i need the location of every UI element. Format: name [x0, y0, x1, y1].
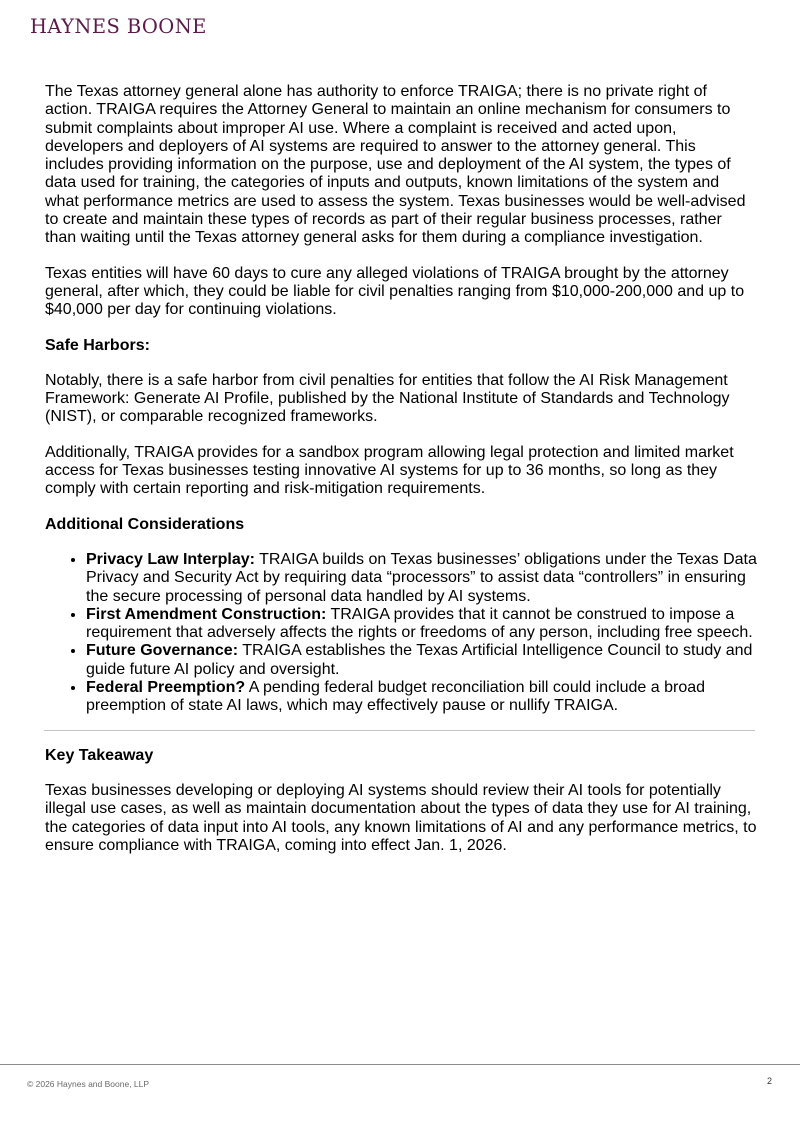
haynes-boone-logo: HAYNES BOONE — [30, 15, 207, 38]
list-item — [86, 551, 757, 606]
list-item — [86, 606, 757, 643]
consideration-term: Future Governance: — [86, 642, 239, 660]
safe-harbor-paragraph: Notably, there is a safe harbor from civil penalties for entities that follow the AI Risk Management Framework: Generate AI Profile, published by the National Institute of Standards and Technology (NIST), or comparable recognized frameworks. — [45, 371, 730, 426]
consideration-text: A pending federal budget reconciliation bill could include a broad preemption of state AI laws, which may effectively pause or nullify TRAIGA. — [86, 679, 706, 715]
safe-harbors-heading: Safe Harbors: — [45, 336, 150, 354]
consideration-text: TRAIGA establishes the Texas Artificial Intelligence Council to study and guide future AI policy and oversight. — [86, 642, 753, 678]
consideration-term: Federal Preemption? — [86, 679, 246, 697]
considerations-list — [45, 551, 757, 716]
consideration-text: TRAIGA builds on Texas businesses’ obligations under the Texas Data Privacy and Security Act by requiring data “processors” to assist data “controllers” in ensuring the secure processing of personal data handled by AI systems. — [86, 550, 757, 605]
consideration-term: Privacy Law Interplay: — [86, 550, 255, 568]
footer-divider — [0, 1064, 800, 1065]
list-item — [86, 642, 757, 679]
penalties-paragraph: Texas entities will have 60 days to cure any alleged violations of TRAIGA brought by the attorney general, after which, they could be liable for civil penalties ranging from $10,000-200,000 and up to $40,000 per day for continuing violations. — [45, 264, 745, 319]
page-number: 2 — [766, 1076, 772, 1086]
footer-copyright: © 2026 Haynes and Boone, LLP — [27, 1079, 150, 1089]
key-takeaway-heading: Key Takeaway — [45, 746, 154, 764]
section-divider — [44, 730, 755, 731]
key-takeaway-paragraph: Texas businesses developing or deploying AI systems should review their AI tools for potentially illegal use cases, as well as maintain documentation about the types of data they use for AI training, the categories of data input into AI tools, any known limitations of AI and any performance metrics, to ensure compliance with TRAIGA, coming into effect Jan. 1, 2026. — [45, 781, 757, 854]
additional-considerations-heading: Additional Considerations — [45, 515, 245, 533]
enforcement-paragraph: The Texas attorney general alone has authority to enforce TRAIGA; there is no private right of action. TRAIGA requires the Attorney General to maintain an online mechanism for consumers to submit complaints about improper AI use. Where a complaint is received and acted upon, developers and deployers of AI systems are required to answer to the attorney general. This includes providing information on the purpose, use and deployment of the AI system, the types of data used for training, the categories of inputs and outputs, known limitations of the system and what performance metrics are used to assess the system. Texas businesses would be well-advised to create and maintain these types of records as part of their regular business processes, rather than waiting until the Texas attorney general asks for them during a compliance investigation. — [45, 83, 746, 247]
article-body — [45, 83, 757, 872]
sandbox-paragraph: Additionally, TRAIGA provides for a sandbox program allowing legal protection and limited market access for Texas businesses testing innovative AI systems for up to 36 months, so long as they comply with certain reporting and risk-mitigation requirements. — [45, 443, 734, 498]
consideration-text: TRAIGA provides that it cannot be construed to impose a requirement that adversely affects the rights or freedoms of any person, including free speech. — [86, 605, 753, 642]
consideration-term: First Amendment Construction: — [86, 605, 327, 623]
list-item — [86, 679, 757, 716]
